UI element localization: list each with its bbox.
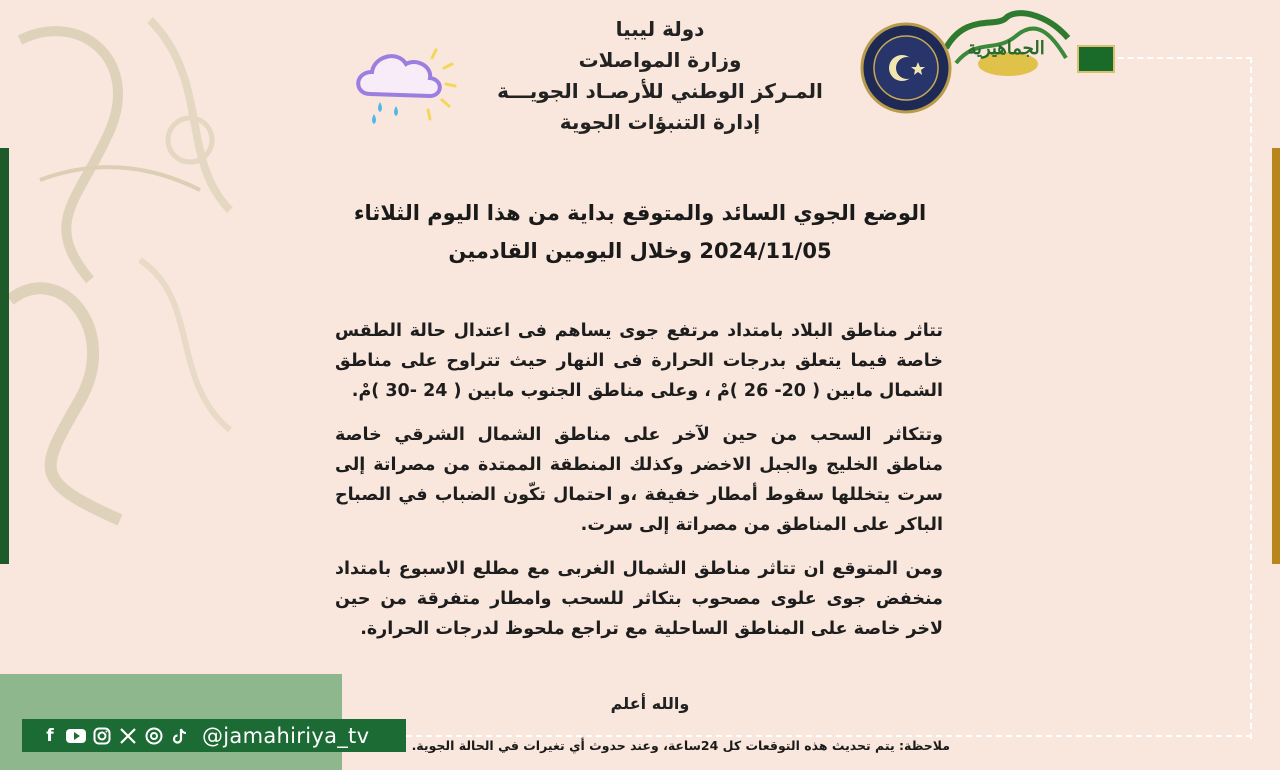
dashed-frame (1098, 57, 1252, 739)
header-country: دولة ليبيا (615, 17, 705, 41)
cloud-rain-sun-icon (350, 44, 462, 126)
title-line-2: 2024/11/05 وخلال اليومين القادمين (448, 239, 832, 263)
right-accent-bar (1272, 148, 1280, 564)
paragraph-low-pressure: ومن المتوقع ان تتاثر مناطق الشمال الغربى مع مطلع الاسبوع بامتداد منخفض جوى علوى مصحوب بتكاثر للسحب وامطار متفرقة من حين لاخر خاصة على المناطق الساحلية مع تراجع ملحوظ لدرجات الحرارة. (335, 559, 943, 639)
header-block (480, 14, 840, 138)
x-icon[interactable] (118, 726, 138, 746)
header-ministry: وزارة المواصلات (578, 48, 742, 72)
flag-icon (1077, 45, 1115, 73)
header-center: المـركز الوطني للأرصـاد الجويـــة (497, 79, 823, 103)
facebook-icon[interactable]: f (46, 725, 54, 746)
jamahiriya-logo (936, 8, 1076, 78)
dashed-frame-bottom (406, 735, 1252, 737)
closing-phrase: والله أعلم (610, 694, 690, 713)
header-department: إدارة التنبؤات الجوية (559, 110, 761, 134)
left-accent-bar (0, 148, 9, 564)
instagram-icon[interactable] (92, 726, 112, 746)
forecast-body (335, 316, 943, 658)
social-handle[interactable]: @jamahiriya_tv (202, 723, 370, 748)
update-note: ملاحظة: يتم تحديث هذه التوقعات كل 24ساعة، وعند حدوث أي تغيرات في الحالة الجوية. (411, 738, 950, 753)
social-bar (22, 719, 406, 752)
logo-calligraphy-text: الجماهيرية (967, 38, 1045, 59)
tiktok-icon[interactable] (170, 726, 190, 746)
threads-icon[interactable] (144, 726, 164, 746)
decorative-calligraphy-background (0, 0, 260, 600)
youtube-icon[interactable] (66, 726, 86, 746)
paragraph-temperatures: تتاثر مناطق البلاد بامتداد مرتفع جوى يساهم فى اعتدال حالة الطقس خاصة فيما يتعلق بدرجات الحرارة فى النهار حيث تتراوح على مناطق الشمال مابين ( 20- 26 )مْ ، وعلى مناطق الجنوب مابين ( 24 -30 )مْ. (335, 321, 943, 401)
title-line-1: الوضع الجوي السائد والمتوقع بداية من هذا اليوم الثلاثاء (353, 201, 927, 225)
paragraph-clouds: وتتكاثر السحب من حين لآخر على مناطق الشمال الشرقي خاصة مناطق الخليج والجبل الاخضر وكذلك المنطقة الممتدة من مصراتة إلى سرت يتخللها سقوط أمطار خفيفة ،و احتمال تكّون الضباب في الصباح الباكر على المناطق من مصراتة إلى سرت. (335, 425, 943, 535)
libya-seal (860, 22, 952, 114)
forecast-title (330, 194, 950, 270)
